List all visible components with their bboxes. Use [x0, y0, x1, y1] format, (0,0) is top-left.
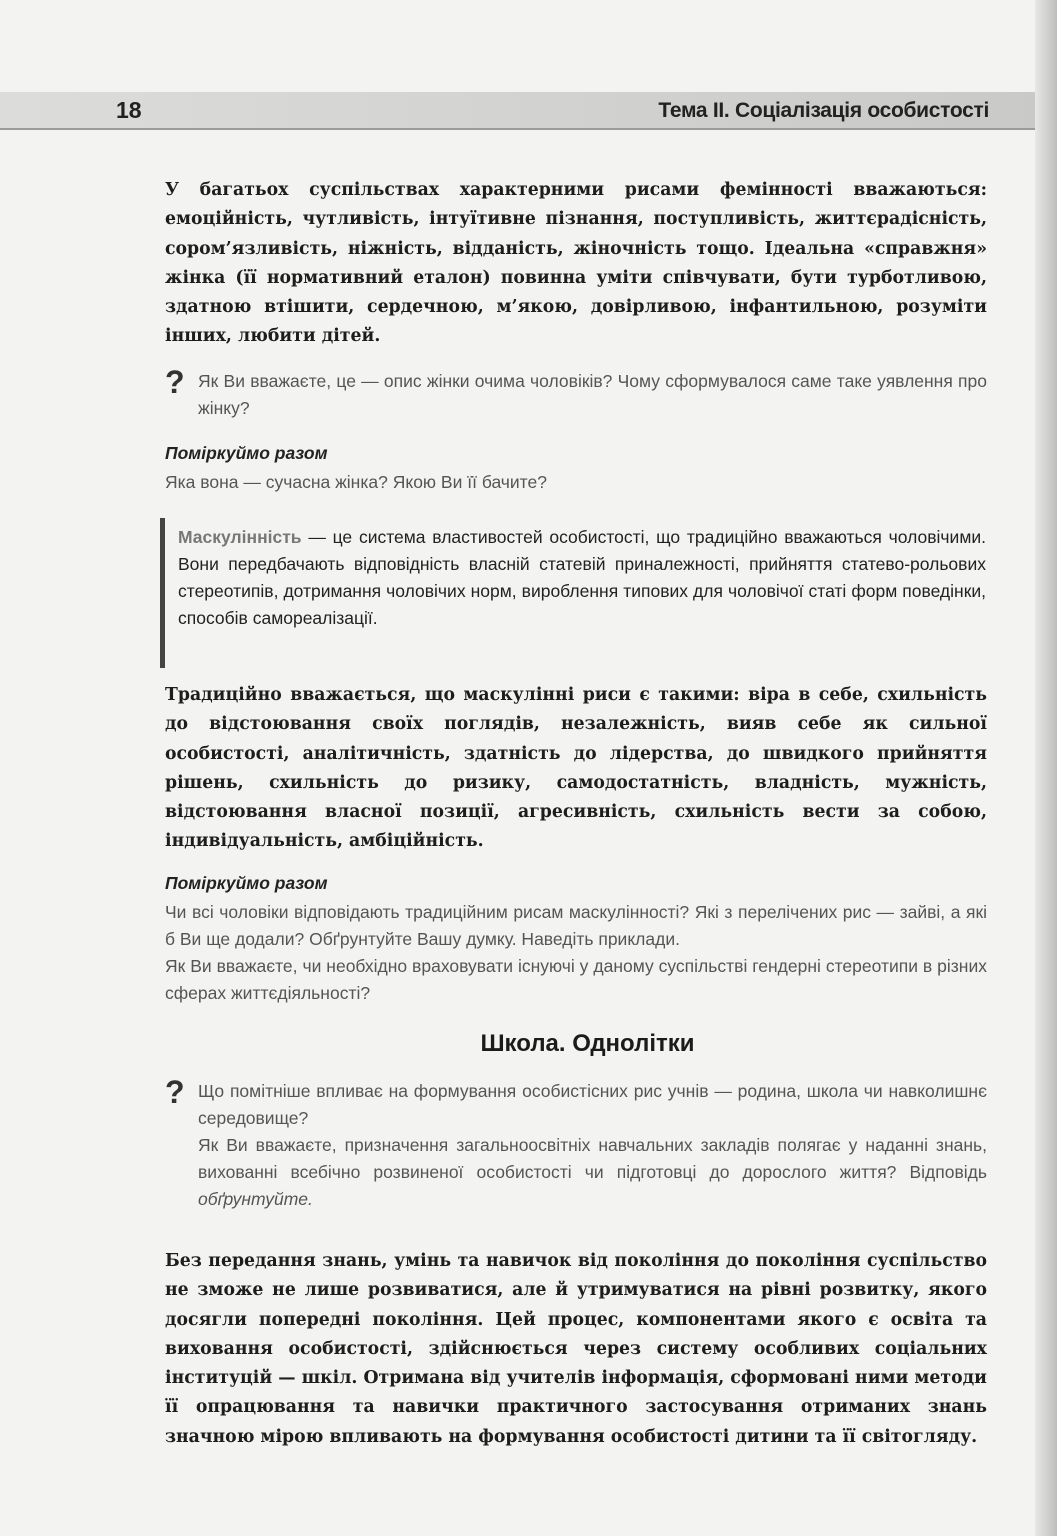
- section-title: Школа. Однолітки: [480, 1030, 695, 1057]
- paragraph-school: Без передання знань, умінь та навичок від покоління до покоління суспільство не зможе не лише розвиватися, але й утримуватися на рівні розвитку, якого досягли попередні покоління. Цей процес, компонентами якого є освіта та виховання особистості, здійснюється через систему особливих соціальних інституцій — шкіл. Отримана від учителів інформація, сформовані ними методи її опрацювання та навички практичного застосування отриманих знань значною мірою впливають на формування особистості дитини та її світогляду.: [165, 1251, 987, 1447]
- think-together-heading-1: Поміркуймо разом: [165, 443, 328, 463]
- think-together-text-2b: Як Ви вважаєте, чи необхідно враховувати існуючі у даному суспільстві гендерні стереотипи в різних сферах життєдіяльності?: [165, 956, 987, 1003]
- running-head: Тема ІІ. Соціалізація особистості: [658, 99, 989, 122]
- question-text-1: Як Ви вважаєте, це — опис жінки очима чоловіків? Чому сформувалося саме таке уявлення про жінку?: [198, 371, 987, 418]
- think-together-heading-2: Поміркуймо разом: [165, 873, 328, 893]
- definition-masculinity: [160, 518, 991, 668]
- paragraph-femininity: У багатьох суспільствах характерними рисами фемінності вважаються: емоційність, чутливість, інтуїтивне пізнання, поступливість, життєрадісність, сором’язливість, ніжність, відданість, жіночність тощо. Ідеальна «справжня» жінка (її нормативний еталон) повинна уміти співчувати, бути турботливою, здатною втішити, сердечною, м’якою, довірливою, інфантильною, розуміти інших, любити дітей.: [165, 180, 987, 347]
- question-mark-icon: ?: [165, 364, 185, 400]
- question-mark-icon: ?: [165, 1074, 185, 1110]
- question-text-2b: Як Ви вважаєте, призначення загальноосвітніх навчальних закладів полягає у наданні знань, вихованні всебічно розвиненої особистості чи підготовці до дорослого життя? Відповідь обґрунтуйте.: [198, 1135, 987, 1209]
- question-text-2: [198, 1078, 987, 1213]
- think-together-text-2a: Чи всі чоловіки відповідають традиційним рисам маскулінності? Які з перелічених рис — зайві, а які б Ви ще додали? Обґрунтуйте Вашу думку. Наведіть приклади.: [165, 902, 987, 949]
- question-text-2a: Що помітніше впливає на формування особистісних рис учнів — родина, школа чи навколишнє середовище?: [198, 1081, 987, 1128]
- paragraph-masculine-traits: Традиційно вважається, що маскулінні риси є такими: віра в себе, схильність до відстоювання своїх поглядів, незалежність, вияв себе як сильної особистості, аналітичність, здатність до лідерства, до швидкого прийняття рішень, схильність до ризику, самодостатність, владність, мужність, відстоювання власної позиції, агресивність, схильність вести за собою, індивідуальність, амбіційність.: [165, 685, 987, 852]
- think-together-text-2: [165, 899, 987, 1007]
- page-number: 18: [116, 97, 142, 123]
- think-together-text-1: Яка вона — сучасна жінка? Якою Ви її бачите?: [165, 472, 547, 492]
- question-block-2: [165, 1074, 987, 1224]
- question-block-1: [165, 364, 987, 424]
- definition-body: — це система властивостей особистості, що традиційно вважаються чоловічими. Вони передбачають відповідність власній статевій приналежності, прийняття статево-рольових стереотипів, дотримання чоловічих норм, вироблення типових для чоловічої статі форм поведінки, способів самореалізації.: [178, 527, 986, 628]
- page-edge-shadow: [1035, 0, 1057, 1536]
- definition-term: Маскулінність: [178, 527, 302, 547]
